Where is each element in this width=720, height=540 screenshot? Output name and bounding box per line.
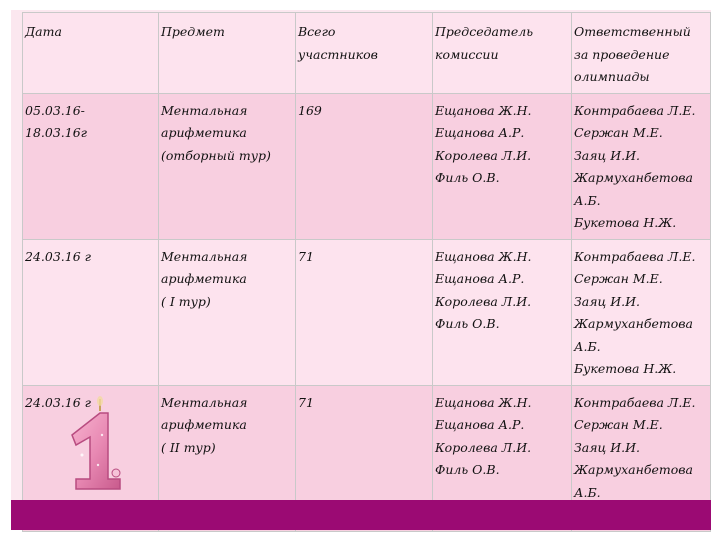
header-date: Дата bbox=[23, 13, 159, 94]
table-row bbox=[23, 93, 711, 239]
header-subject: Предмет bbox=[159, 13, 296, 94]
cell-date: 24.03.16 г bbox=[23, 385, 159, 531]
header-responsible: Ответственный за проведение олимпиады bbox=[572, 13, 711, 94]
cell-participants: 169 bbox=[296, 93, 433, 239]
bottom-accent-bar bbox=[11, 500, 711, 530]
cell-responsible: Контрабаева Л.Е. Сержан М.Е. Заяц И.И. Жармуханбетова А.Б. bbox=[572, 385, 711, 531]
cell-participants: 71 bbox=[296, 239, 433, 385]
cell-chair: Ещанова Ж.Н. Ещанова А.Р. Королева Л.И. Филь О.В. bbox=[433, 93, 572, 239]
cell-subject: Ментальная арифметика (отборный тур) bbox=[159, 93, 296, 239]
table-header-row bbox=[23, 13, 711, 94]
header-participants: Всего участников bbox=[296, 13, 433, 94]
table-row bbox=[23, 239, 711, 385]
cell-responsible: Контрабаева Л.Е. Сержан М.Е. Заяц И.И. Жармуханбетова А.Б. Букетова Н.Ж. bbox=[572, 239, 711, 385]
cell-responsible: Контрабаева Л.Е. Сержан М.Е. Заяц И.И. Жармуханбетова А.Б. Букетова Н.Ж. bbox=[572, 93, 711, 239]
cell-date: 05.03.16- 18.03.16г bbox=[23, 93, 159, 239]
cell-subject: Ментальная арифметика ( II тур) bbox=[159, 385, 296, 531]
cell-chair: Ещанова Ж.Н. Ещанова А.Р. Королева Л.И. Филь О.В. bbox=[433, 239, 572, 385]
cell-subject: Ментальная арифметика ( I тур) bbox=[159, 239, 296, 385]
number-one-candle-icon bbox=[62, 395, 132, 495]
cell-chair: Ещанова Ж.Н. Ещанова А.Р. Королева Л.И. Филь О.В. bbox=[433, 385, 572, 531]
cell-date: 24.03.16 г bbox=[23, 239, 159, 385]
header-chair: Председатель комиссии bbox=[433, 13, 572, 94]
cell-participants: 71 bbox=[296, 385, 433, 531]
